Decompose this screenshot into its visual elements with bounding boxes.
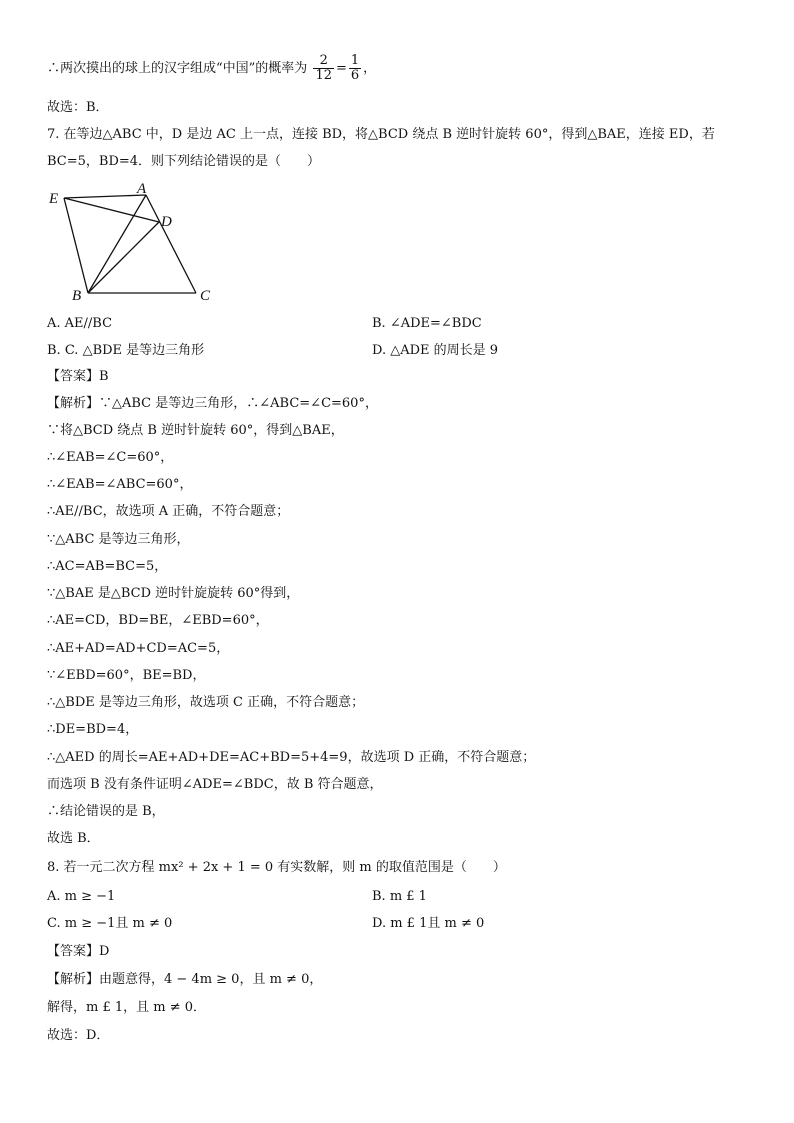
q7-option-b: B. ∠ADE=∠BDC xyxy=(372,316,482,331)
q8-answer: 【答案】D xyxy=(47,944,110,959)
q7-stem-line2: BC=5，BD=4．则下列结论错误的是（ ） xyxy=(47,154,321,169)
q7-figure xyxy=(40,178,230,306)
solution-line: 故选：D． xyxy=(47,1028,110,1043)
q8-option-c: C. m ≥ −1且 m ≠ 0 xyxy=(47,916,173,931)
solution-line: ∴AC=AB=BC=5， xyxy=(47,559,168,574)
q7-option-d: D. △ADE 的周长是 9 xyxy=(372,343,499,358)
solution-line: 【解析】∵△ABC 是等边三角形，∴∠ABC=∠C=60°， xyxy=(47,396,378,411)
segment-ED xyxy=(64,198,159,222)
solution-line: ∴AE=CD，BD=BE，∠EBD=60°， xyxy=(47,613,269,628)
probability-line: ∴两次摸出的球上的汉字组成“中国”的概率为 $\frac{2}{12}$ = $\frac{1}{6}$ ， xyxy=(47,53,377,83)
segment-AC xyxy=(146,195,196,293)
segment-EA xyxy=(64,195,146,198)
q7-answer: 【答案】B xyxy=(47,369,109,384)
label-E: E xyxy=(49,191,59,207)
q7-stem-line1: 7. 在等边△ABC 中，D 是边 AC 上一点，连接 BD，将△BCD 绕点 B 逆时针旋转 60°，得到△BAE，连接 ED，若 xyxy=(47,127,715,142)
q8-option-b: B. m £ 1 xyxy=(372,889,427,904)
solution-line: ∴∠EAB=∠ABC=60°， xyxy=(47,477,193,492)
solution-line: ∴AE//BC，故选项 A 正确，不符合题意； xyxy=(47,504,290,519)
choice-b-line: 故选：B． xyxy=(47,100,109,115)
solution-line: 故选 B． xyxy=(47,831,100,846)
q8-option-d: D. m £ 1且 m ≠ 0 xyxy=(372,916,485,931)
label-A: A xyxy=(137,181,147,197)
solution-line: ∵将△BCD 绕点 B 逆时针旋转 60°，得到△BAE， xyxy=(47,423,344,438)
solution-line: ∴DE=BD=4， xyxy=(47,722,139,737)
solution-line: ∴△AED 的周长=AE+AD+DE=AC+BD=5+4=9，故选项 D 正确，不符合题意； xyxy=(47,750,536,765)
solution-line: 而选项 B 没有条件证明∠ADE=∠BDC，故 B 符合题意， xyxy=(47,777,383,792)
q7-option-c: B. C. △BDE 是等边三角形 xyxy=(47,343,205,358)
solution-line: 解得，m £ 1，且 m ≠ 0． xyxy=(47,1000,207,1015)
label-C: C xyxy=(200,288,211,304)
solution-line: ∴△BDE 是等边三角形，故选项 C 正确，不符合题意； xyxy=(47,695,365,710)
solution-line: ∵△ABC 是等边三角形， xyxy=(47,532,190,547)
label-D: D xyxy=(161,214,172,230)
probability-text: ∴两次摸出的球上的汉字组成“中国”的概率为 xyxy=(47,61,308,76)
segment-EB xyxy=(64,198,88,293)
solution-line: ∴AE+AD=AD+CD=AC=5， xyxy=(47,641,230,656)
fraction-1-6: $\frac{1}{6}$ xyxy=(350,53,360,83)
solution-line: ∵∠EBD=60°，BE=BD， xyxy=(47,668,206,683)
q7-option-a: A. AE//BC xyxy=(47,316,113,331)
solution-line: ∵△BAE 是△BCD 逆时针旋旋转 60°得到， xyxy=(47,586,300,601)
q8-stem: 8. 若一元二次方程 mx² + 2x + 1 = 0 有实数解，则 m 的取值范围是（ ） xyxy=(47,860,506,875)
fraction-2-12: $\frac{2}{12}$ xyxy=(315,53,332,83)
solution-line: 【解析】由题意得，4 − 4m ≥ 0，且 m ≠ 0， xyxy=(47,972,323,987)
q8-option-a: A. m ≥ −1 xyxy=(47,889,116,904)
label-B: B xyxy=(72,288,82,304)
solution-line: ∴结论错误的是 B， xyxy=(47,804,165,819)
solution-line: ∴∠EAB=∠C=60°， xyxy=(47,450,174,465)
